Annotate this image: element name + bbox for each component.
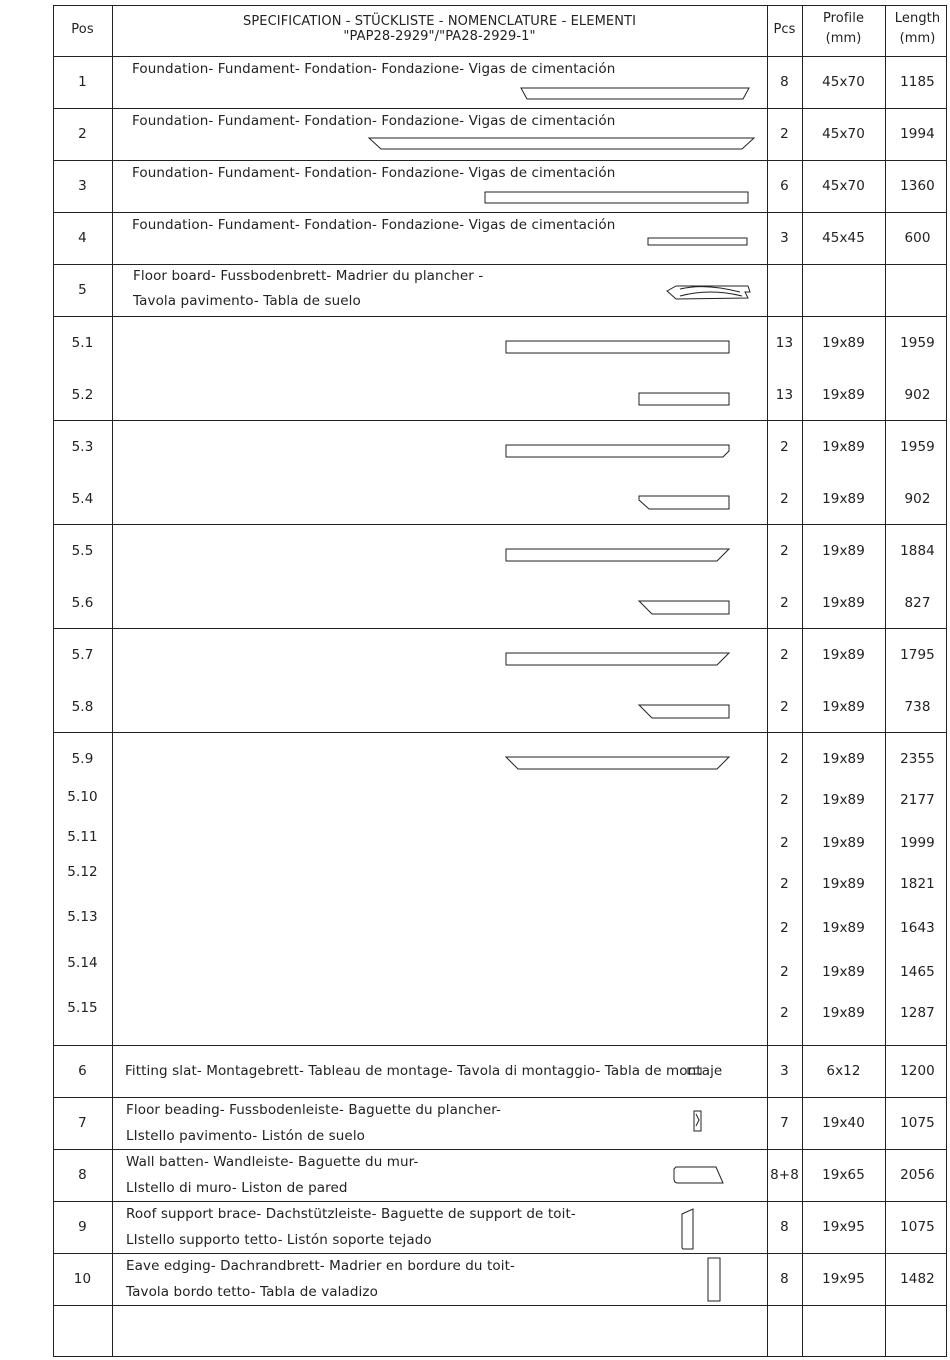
row-length: 1959 (900, 439, 935, 455)
row-divider (53, 316, 947, 317)
row-pos: 5.8 (71, 699, 94, 715)
row-pos: 5.11 (67, 829, 98, 845)
row-divider (53, 1045, 947, 1046)
row-pcs: 2 (780, 126, 789, 142)
row-profile: 19x89 (822, 647, 865, 663)
row-pos: 5.5 (71, 543, 94, 559)
row-pcs: 8 (780, 74, 789, 90)
row-profile: 19x89 (822, 964, 865, 980)
floor-beading-detail-drawing (696, 1114, 699, 1126)
row-pos: 5.13 (67, 909, 98, 925)
row-divider (53, 1305, 947, 1306)
row-profile: 19x89 (822, 543, 865, 559)
row-length: 827 (904, 595, 931, 611)
row-length: 2056 (900, 1167, 935, 1183)
header-length: Length (894, 11, 941, 26)
row-description: Foundation- Fundament- Fondation- Fondazione- Vigas de cimentación (132, 61, 616, 77)
row-profile: 45x45 (822, 230, 865, 246)
row-profile: 19x89 (822, 387, 865, 403)
row-pcs: 2 (780, 876, 789, 892)
row-pos: 1 (78, 74, 87, 90)
row-pos: 5.4 (71, 491, 94, 507)
eave-edging-drawing (708, 1258, 720, 1301)
floor-board-grain-drawing (680, 287, 742, 296)
column-divider (53, 5, 54, 1357)
row-length: 1075 (900, 1115, 935, 1131)
column-divider (767, 5, 768, 1357)
row-length: 902 (904, 491, 931, 507)
row-pos: 5.6 (71, 595, 94, 611)
roof-support-brace-drawing (682, 1209, 693, 1249)
row-divider (53, 1356, 947, 1357)
header-spec-models: "PAP28-2929"/"PA28-2929-1" (343, 29, 536, 44)
floor-board-5-5-drawing (506, 549, 729, 561)
row-length: 1884 (900, 543, 935, 559)
row-length: 1999 (900, 835, 935, 851)
floor-board-5-8-drawing (639, 705, 729, 718)
row-profile: 19x40 (822, 1115, 865, 1131)
floor-board-5-3-drawing (506, 445, 729, 457)
row-profile: 19x89 (822, 335, 865, 351)
row-pos: 5.10 (67, 789, 98, 805)
row-divider (53, 212, 947, 213)
row-divider (53, 5, 947, 6)
row-pcs: 2 (780, 964, 789, 980)
row-length: 1200 (900, 1063, 935, 1079)
row-description: Foundation- Fundament- Fondation- Fondazione- Vigas de cimentación (132, 113, 616, 129)
wall-batten-drawing (674, 1167, 723, 1183)
row-pcs: 7 (780, 1115, 789, 1131)
row-pos: 5.2 (71, 387, 94, 403)
row-length: 600 (904, 230, 931, 246)
row-profile: 19x89 (822, 792, 865, 808)
row-profile: 45x70 (822, 126, 865, 142)
row-divider (53, 732, 947, 733)
row-divider (53, 56, 947, 57)
row-pcs: 8 (780, 1219, 789, 1235)
row-length: 1360 (900, 178, 935, 194)
column-divider (112, 5, 113, 1357)
row-length: 902 (904, 387, 931, 403)
row-pcs: 3 (780, 1063, 789, 1079)
column-divider (885, 5, 886, 1357)
row-pcs: 13 (775, 335, 794, 351)
row-pcs: 2 (780, 595, 789, 611)
floor-board-5-7-drawing (506, 653, 729, 665)
row-profile: 19x89 (822, 439, 865, 455)
row-divider (53, 524, 947, 525)
row-length: 1185 (900, 74, 935, 90)
row-profile: 19x95 (822, 1271, 865, 1287)
row-pos: 5.12 (67, 864, 98, 880)
floor-board-5-6-drawing (639, 601, 729, 614)
row-profile: 19x89 (822, 699, 865, 715)
row-profile: 45x70 (822, 178, 865, 194)
row-length: 1465 (900, 964, 935, 980)
row-description: Fitting slat- Montagebrett- Tableau de montage- Tavola di montaggio- Tabla de montaje (125, 1063, 723, 1079)
row-description: Floor beading- Fussbodenleiste- Baguette du plancher- (126, 1102, 502, 1118)
row-length: 1287 (900, 1005, 935, 1021)
row-description-2: Tavola pavimento- Tabla de suelo (133, 293, 361, 309)
row-pcs: 2 (780, 491, 789, 507)
row-pos: 2 (78, 126, 87, 142)
row-description: Foundation- Fundament- Fondation- Fondazione- Vigas de cimentación (132, 165, 616, 181)
row-length: 2177 (900, 792, 935, 808)
row-pcs: 8+8 (770, 1167, 799, 1183)
floor-board-5-1-drawing (506, 341, 729, 353)
row-pos: 3 (78, 178, 87, 194)
row-length: 2355 (900, 751, 935, 767)
row-pos: 10 (73, 1271, 92, 1287)
row-length: 738 (904, 699, 931, 715)
row-length: 1075 (900, 1219, 935, 1235)
row-pcs: 2 (780, 835, 789, 851)
foundation-beam-2-drawing (369, 138, 754, 149)
row-profile: 45x70 (822, 74, 865, 90)
row-profile: 6x12 (826, 1063, 861, 1079)
row-pos: 5.7 (71, 647, 94, 663)
row-pos: 5.14 (67, 955, 98, 971)
row-pcs: 6 (780, 178, 789, 194)
row-pos: 7 (78, 1115, 87, 1131)
row-description: Wall batten- Wandleiste- Baguette du mur- (126, 1154, 419, 1170)
row-pos: 5.1 (71, 335, 94, 351)
row-divider (53, 264, 947, 265)
row-length: 1643 (900, 920, 935, 936)
row-length: 1821 (900, 876, 935, 892)
row-pos: 5.15 (67, 1000, 98, 1016)
row-profile: 19x89 (822, 491, 865, 507)
row-description-2: Tavola bordo tetto- Tabla de valadizo (126, 1284, 378, 1300)
row-divider (53, 1253, 947, 1254)
row-profile: 19x89 (822, 751, 865, 767)
row-length: 1994 (900, 126, 935, 142)
row-profile: 19x89 (822, 876, 865, 892)
header-pos: Pos (71, 22, 94, 37)
row-divider (53, 1149, 947, 1150)
row-pos: 6 (78, 1063, 87, 1079)
row-description: Floor board- Fussbodenbrett- Madrier du plancher - (133, 268, 484, 284)
header-profile: Profile (822, 11, 865, 26)
row-pos: 5.3 (71, 439, 94, 455)
row-pcs: 2 (780, 920, 789, 936)
row-pcs: 2 (780, 543, 789, 559)
row-description-2: LIstello pavimento- Listón de suelo (126, 1128, 366, 1144)
row-description: Eave edging- Dachrandbrett- Madrier en bordure du toit- (126, 1258, 515, 1274)
row-pcs: 2 (780, 439, 789, 455)
row-length: 1795 (900, 647, 935, 663)
row-description: Roof support brace- Dachstützleiste- Baguette de support de toit- (126, 1206, 576, 1222)
row-pcs: 2 (780, 699, 789, 715)
row-pcs: 13 (775, 387, 794, 403)
row-divider (53, 160, 947, 161)
column-divider (802, 5, 803, 1357)
header-profile-unit: (mm) (825, 31, 862, 46)
header-length-unit: (mm) (899, 31, 936, 46)
row-profile: 19x65 (822, 1167, 865, 1183)
row-divider (53, 1201, 947, 1202)
foundation-beam-1-drawing (521, 88, 749, 99)
row-pcs: 8 (780, 1271, 789, 1287)
row-profile: 19x89 (822, 1005, 865, 1021)
row-pos: 9 (78, 1219, 87, 1235)
row-description: Foundation- Fundament- Fondation- Fondazione- Vigas de cimentación (132, 217, 616, 233)
row-pcs: 2 (780, 792, 789, 808)
row-pos: 5 (78, 282, 87, 298)
row-divider (53, 1097, 947, 1098)
row-divider (53, 420, 947, 421)
row-pcs: 2 (780, 751, 789, 767)
row-divider (53, 108, 947, 109)
floor-board-5-2-drawing (639, 393, 729, 405)
row-pos: 5.9 (71, 751, 94, 767)
row-profile: 19x89 (822, 595, 865, 611)
floor-board-5-4-drawing (639, 496, 729, 509)
row-length: 1959 (900, 335, 935, 351)
row-pcs: 3 (780, 230, 789, 246)
row-profile: 19x89 (822, 920, 865, 936)
foundation-beam-4-drawing (648, 238, 747, 245)
row-profile: 19x89 (822, 835, 865, 851)
row-description-2: LIstello supporto tetto- Listón soporte tejado (126, 1232, 432, 1248)
row-pcs: 2 (780, 647, 789, 663)
foundation-beam-3-drawing (485, 192, 748, 203)
row-length: 1482 (900, 1271, 935, 1287)
row-pos: 4 (78, 230, 87, 246)
header-pcs: Pcs (773, 22, 796, 37)
floor-beading-drawing (694, 1111, 701, 1131)
row-pcs: 2 (780, 1005, 789, 1021)
row-profile: 19x95 (822, 1219, 865, 1235)
row-pos: 8 (78, 1167, 87, 1183)
floor-board-5-9-drawing (506, 757, 729, 769)
header-spec-title: SPECIFICATION - STÜCKLISTE - NOMENCLATURE - ELEMENTI (243, 14, 636, 29)
column-divider (946, 5, 947, 1357)
row-divider (53, 628, 947, 629)
row-description-2: LIstello di muro- Liston de pared (126, 1180, 348, 1196)
